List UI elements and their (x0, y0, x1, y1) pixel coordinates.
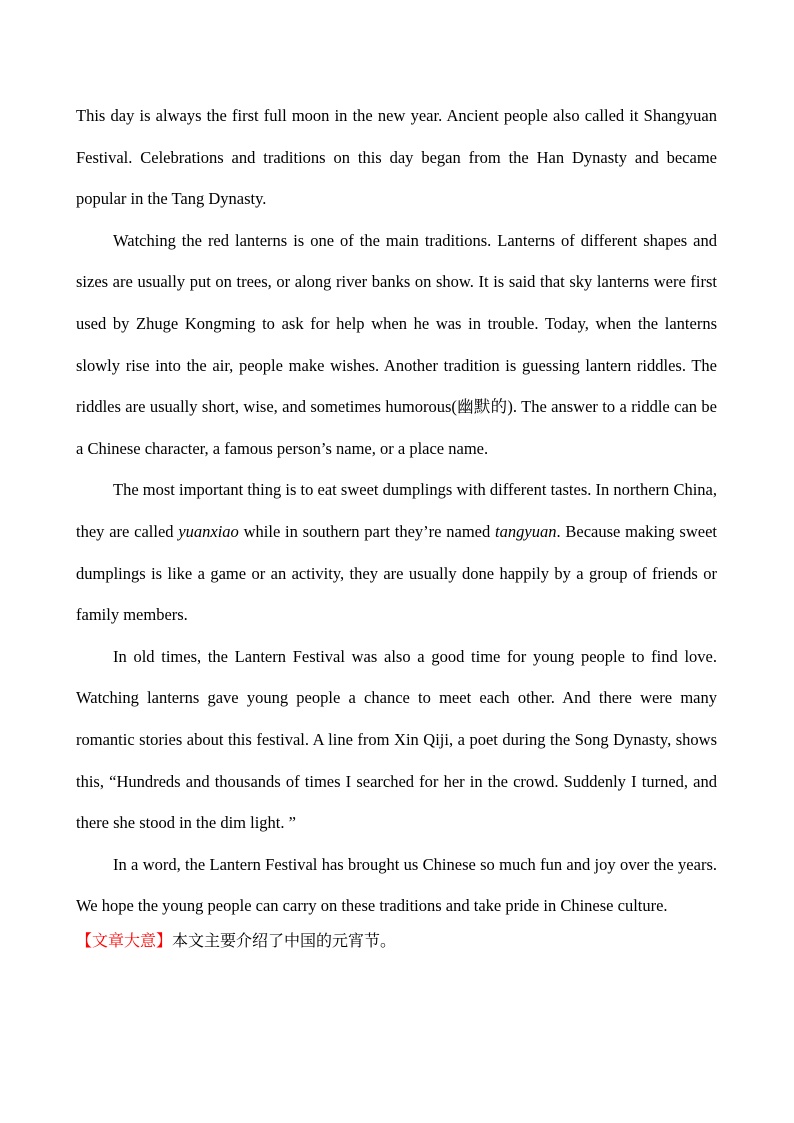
paragraph-3-text-b: while in southern part they’re named (238, 521, 496, 541)
paragraph-2 (76, 220, 717, 470)
paragraph-5-text: In a word, the Lantern Festival has brought us Chinese so much fun and joy over the years. We hope the young people can carry on these traditions and take pride in Chinese culture. (76, 854, 717, 916)
paragraph-3-text-c: . Because making sweet dumplings is like a game or an activity, they are usually done happily by a group of friends or family members. (76, 521, 718, 625)
paragraph-3-text-a: The most important thing is to eat sweet dumplings with different tastes. In northern China, they are called (76, 480, 717, 541)
paragraph-5 (76, 844, 717, 927)
paragraph-4-text: In old times, the Lantern Festival was also a good time for young people to find love. Watching lanterns gave young people a chance to meet each other. And there were many romantic stories about this festival. A line from Xin Qiji, a poet during the Song Dynasty, shows this, “Hundreds and thousands of times I searched for her in the crowd. Suddenly I turned, and there she stood in the dim light. ” (76, 646, 717, 833)
paragraph-3 (76, 469, 717, 635)
term-tangyuan: tangyuan (495, 521, 557, 541)
article-summary (76, 927, 717, 955)
summary-text: 本文主要介绍了中国的元宵节。 (172, 930, 397, 950)
summary-tag: 【文章大意】 (76, 930, 173, 950)
paragraph-1 (76, 95, 717, 220)
paragraph-4 (76, 636, 717, 844)
paragraph-2-text: Watching the red lanterns is one of the main traditions. Lanterns of different shapes and sizes are usually put on trees, or along river banks on show. It is said that sky lanterns were first used by Zhuge Kongming to ask for help when he was in trouble. Today, when the lanterns slowly rise into the air, people make wishes. Another tradition is guessing lantern riddles. The riddles are usually short, wise, and sometimes humorous(幽默的). The answer to a riddle can be a Chinese character, a famous person’s name, or a place name. (76, 230, 717, 458)
term-yuanxiao: yuanxiao (178, 521, 239, 541)
article-body (76, 95, 717, 955)
paragraph-1-text: This day is always the first full moon in the new year. Ancient people also called it Shangyuan Festival. Celebrations and traditions on this day began from the Han Dynasty and became popular in the Tang Dynasty. (76, 106, 717, 209)
